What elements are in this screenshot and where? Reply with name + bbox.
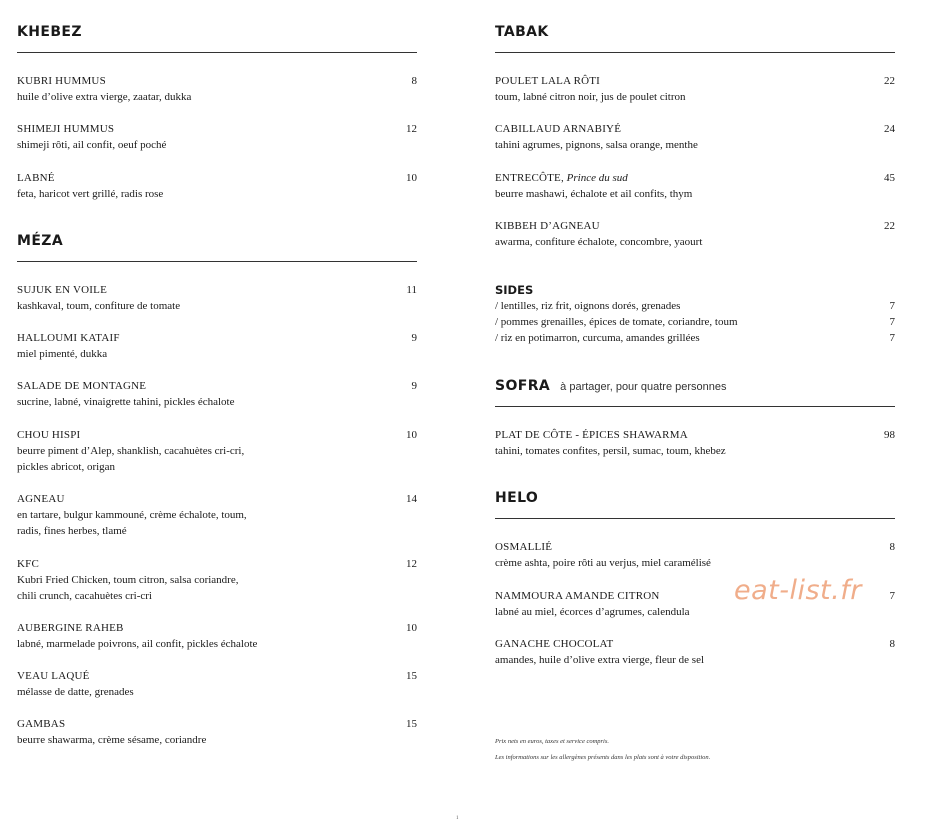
- menu-item: [17, 282, 417, 314]
- item-description: chili crunch, cacahuètes cri-cri: [17, 590, 152, 602]
- page-number: 1: [456, 816, 459, 821]
- side-line: [495, 298, 895, 314]
- item-price: 12: [406, 123, 417, 135]
- item-name: KFC: [17, 558, 39, 570]
- item-description: amandes, huile d’olive extra vierge, fleur de sel: [495, 654, 705, 666]
- menu-item: [17, 330, 417, 362]
- side-line: [495, 330, 895, 346]
- item-price: 98: [884, 429, 895, 441]
- item-name: SALADE DE MONTAGNE: [17, 380, 147, 392]
- item-price: 15: [406, 670, 417, 682]
- item-description: beurre piment d’Alep, shanklish, cacahuètes cri-cri,: [17, 445, 245, 457]
- item-price: 9: [411, 332, 417, 344]
- item-price: 45: [884, 172, 895, 184]
- item-price: 10: [406, 172, 417, 184]
- section-title: HELO: [495, 490, 539, 506]
- item-description: tahini, tomates confites, persil, sumac, toum, khebez: [495, 445, 726, 457]
- footnote-allergens: Les informations sur les allergènes présents dans les plats sont à votre disposition.: [495, 754, 711, 761]
- item-description: shimeji rôti, ail confit, oeuf poché: [17, 139, 167, 151]
- item-price: 15: [406, 718, 417, 730]
- item-description: feta, haricot vert grillé, radis rose: [17, 188, 164, 200]
- item-name: GANACHE CHOCOLAT: [495, 638, 614, 650]
- menu-item: [17, 170, 417, 202]
- item-price: 10: [406, 429, 417, 441]
- item-price: 22: [884, 75, 895, 87]
- item-price: 9: [411, 380, 417, 392]
- item-description: en tartare, bulgur kammouné, crème échalote, toum,: [17, 509, 247, 521]
- item-name: OSMALLIÉ: [495, 541, 553, 553]
- section-divider: [17, 261, 417, 262]
- item-description: huile d’olive extra vierge, zaatar, dukka: [17, 91, 192, 103]
- item-name: KIBBEH D’AGNEAU: [495, 220, 600, 232]
- item-price: 8: [889, 541, 895, 553]
- item-name: GAMBAS: [17, 718, 66, 730]
- item-name: CABILLAUD ARNABIYÉ: [495, 123, 622, 135]
- watermark: eat-list.fr: [734, 575, 862, 606]
- item-price: 7: [889, 316, 895, 328]
- section-helo: [495, 490, 895, 506]
- item-description: Kubri Fried Chicken, toum citron, salsa coriandre,: [17, 574, 239, 586]
- item-name: LABNÉ: [17, 172, 55, 184]
- item-price: 8: [889, 638, 895, 650]
- menu-item: [495, 170, 895, 202]
- item-price: 22: [884, 220, 895, 232]
- item-name: PLAT DE CÔTE - ÉPICES SHAWARMA: [495, 429, 688, 441]
- item-price: 8: [411, 75, 417, 87]
- menu-item: [17, 121, 417, 153]
- section-subtitle: à partager, pour quatre personnes: [560, 381, 727, 393]
- side-line: [495, 314, 895, 330]
- item-note: Prince du sud: [566, 172, 628, 184]
- item-description: radis, fines herbes, tlamé: [17, 525, 127, 537]
- menu-item: [495, 427, 895, 459]
- section-title-text: SOFRA: [495, 378, 551, 394]
- item-description: beurre mashawi, échalote et ail confits, thym: [495, 188, 693, 200]
- item-description: labné, marmelade poivrons, ail confit, pickles échalote: [17, 638, 258, 650]
- item-name: SHIMEJI HUMMUS: [17, 123, 115, 135]
- item-description: labné au miel, écorces d’agrumes, calendula: [495, 606, 690, 618]
- footnote-prices: Prix nets en euros, taxes et service compris.: [495, 738, 610, 745]
- menu-item: [495, 73, 895, 105]
- item-price: 7: [889, 300, 895, 312]
- menu-item: [17, 716, 417, 748]
- item-description: awarma, confiture échalote, concombre, yaourt: [495, 236, 703, 248]
- item-price: 14: [406, 493, 417, 505]
- menu-item: [495, 539, 895, 571]
- item-name: SUJUK EN VOILE: [17, 284, 107, 296]
- item-description: tahini agrumes, pignons, salsa orange, menthe: [495, 139, 698, 151]
- menu-item: [495, 218, 895, 250]
- item-name: CHOU HISPI: [17, 429, 81, 441]
- section-sides: [495, 282, 895, 298]
- menu-item: [495, 636, 895, 668]
- item-name: AUBERGINE RAHEB: [17, 622, 124, 634]
- item-description: toum, labné citron noir, jus de poulet citron: [495, 91, 686, 103]
- section-title: KHEBEZ: [17, 24, 82, 40]
- section-khebez: [17, 24, 417, 40]
- item-description: pickles abricot, origan: [17, 461, 116, 473]
- item-price: 10: [406, 622, 417, 634]
- item-name: NAMMOURA AMANDE CITRON: [495, 590, 660, 602]
- item-name: POULET LALA RÔTI: [495, 75, 601, 87]
- menu-item: [17, 378, 417, 410]
- item-name: KUBRI HUMMUS: [17, 75, 106, 87]
- item-name: ENTRECÔTE,: [495, 172, 564, 184]
- section-divider: [495, 52, 895, 53]
- item-description: mélasse de datte, grenades: [17, 686, 134, 698]
- item-description: crème ashta, poire rôti au verjus, miel caramélisé: [495, 557, 711, 569]
- menu-item: [17, 73, 417, 105]
- item-name: VEAU LAQUÉ: [17, 670, 90, 682]
- side-text: / lentilles, riz frit, oignons dorés, grenades: [495, 300, 681, 312]
- item-price: 7: [889, 590, 895, 602]
- item-price: 24: [884, 123, 895, 135]
- section-title: TABAK: [495, 24, 549, 40]
- item-description: miel pimenté, dukka: [17, 348, 108, 360]
- item-price: 7: [889, 332, 895, 344]
- section-tabak: [495, 24, 895, 40]
- section-divider: [495, 406, 895, 407]
- menu-item: [17, 556, 417, 604]
- item-description: kashkaval, toum, confiture de tomate: [17, 300, 181, 312]
- menu-item: [17, 668, 417, 700]
- section-divider: [17, 52, 417, 53]
- item-name: HALLOUMI KATAIF: [17, 332, 120, 344]
- item-name: AGNEAU: [17, 493, 65, 505]
- item-description: beurre shawarma, crème sésame, coriandre: [17, 734, 207, 746]
- menu-item: [495, 121, 895, 153]
- item-price: 11: [406, 284, 417, 296]
- menu-item: [17, 620, 417, 652]
- sides-title: SIDES: [495, 283, 534, 297]
- item-price: 12: [406, 558, 417, 570]
- section-sofra: [495, 378, 895, 395]
- section-title: [495, 378, 895, 395]
- side-text: / pommes grenailles, épices de tomate, coriandre, toum: [495, 316, 738, 328]
- section-title: MÉZA: [17, 233, 64, 249]
- section-divider: [495, 518, 895, 519]
- menu-item: [17, 491, 417, 539]
- side-text: / riz en potimarron, curcuma, amandes grillées: [495, 332, 700, 344]
- menu-item: [17, 427, 417, 475]
- section-meza: [17, 233, 417, 249]
- item-description: sucrine, labné, vinaigrette tahini, pickles échalote: [17, 396, 235, 408]
